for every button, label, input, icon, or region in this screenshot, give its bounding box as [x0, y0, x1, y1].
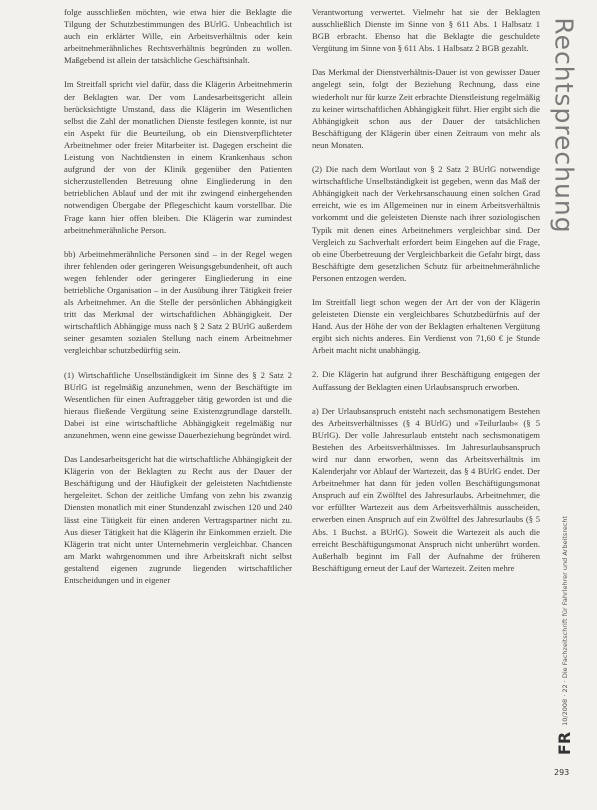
paragraph: (2) Die nach dem Wortlaut von § 2 Satz 2 BUrlG notwendige wirtschaftliche Unselbständigkeit ist gegeben, wenn das Maß der Abhängigkeit nach der Verkehrsanschauung einen solchen Grad erreicht, wie es im Allgemeinen nur in einem Arbeitsverhältnis vorkommt und die geleisteten Dienste nach ihrer soziologischen Typik mit denen eines Arbeitnehmers vergleichbar sind. Der Vergleich zu Sachverhalt erfordert beim Eingehen auf die Frage, ob eine Überbetreuung der Vergleichbarkeit die Gefahr birgt, dass Beschäftigte dem gesetzlichen Schutz für arbeitnehmerähnliche Personen entzogen werden. [312, 164, 540, 283]
paragraph: Im Streitfall spricht viel dafür, dass die Klägerin Arbeitnehmerin der Beklagten war. Der vom Landesarbeitsgericht allein berücksichtigte Umstand, dass die Klägerin im Wesentlichen selbst die Zahl der monatlichen Dienste festlegen konnte, ist nur ein Aspekt für die Beurteilung, ob ein Dienstverpflichteter Arbeitnehmer oder freier Mitarbeiter ist. Dagegen erscheint die Leistung von Nachtdiensten in einem Krankenhaus schon aufgrund der von der Klinik gegenüber den Patienten sicherzustellenden Betreuung ohne Eingliederung in den betrieblichen Ablauf und der mit ihr zwingend einhergehenden notwendigen Übergabe der Pflegeschicht kaum vorstellbar. Die Frage kann hier offen bleiben. Die Klägerin war zumindest arbeitnehmerähnliche Person. [64, 79, 292, 235]
paragraph: bb) Arbeitnehmerähnliche Personen sind – in der Regel wegen ihrer fehlenden oder geringeren Weisungsgebundenheit, oft auch wegen fehlender oder geringerer Eingliederung in eine betriebliche Organisation – in der Ausübung ihrer Tätigkeit freier als Arbeitnehmer. An die Stelle der persönlichen Abhängigkeit tritt das Merkmal der wirtschaftlichen Abhängigkeit. Der wirtschaftlich Abhängige muss nach § 2 Satz 2 BUrlG außerdem seiner gesamten sozialen Stellung nach einem Arbeitnehmer vergleichbar schutzbedürftig sein. [64, 248, 292, 356]
journal-logo: FR [555, 731, 575, 755]
paragraph: Das Merkmal der Dienstverhältnis-Dauer ist von gewisser Dauer angelegt sein, folgt der Beziehung Rechnung, dass eine wiederholt nur für kurze Zeit erbrachte Dienstleistung regelmäßig zu keiner wirtschaftlichen Abhängigkeit führt. Hier ergibt sich die Abhängigkeit schon aus der Dauer der tatsächlichen Beschäftigung der Klägerin über einen Zeitraum von mehr als neun Monaten. [312, 67, 540, 150]
section-title-text: Rechtsprechung [549, 16, 579, 234]
paragraph: a) Der Urlaubsanspruch entsteht nach sechsmonatigem Bestehen des Arbeitsverhältnisses (§ 4 BUrlG) und »Teilurlaub« (§ 5 BUrlG). Der volle Jahresurlaub entsteht nach sechsmonatigem Bestehen des Arbeitsverhältnisses. Im Jahresurlaubsanspruch wird nur dann erworben, wenn das Arbeitsverhältnis im Kalenderjahr vor Ablauf der Wartezeit, das § 4 BUrlG endet. Der Arbeitnehmer hat dann für jeden vollen Beschäftigungsmonat Anspruch auf ein Zwölftel des Jahresurlaubs. Arbeitnehmer, die vor erfüllter Wartezeit aus dem Arbeitsverhältnis ausscheiden, erwerben einen Anspruch auf ein Zwölftel des Jahresurlaubs (§ 5 Abs. 1 Buchst. a BUrlG). Soweit die Wartezeit als auch die erreicht Beschäftigungsmonat Anspruch nicht unberührt worden. Außerhalb beginnt im Fall der Aufnahme der früheren Beschäftigung erneut der Lauf der Wartezeit. Zeiten mehre [312, 405, 540, 573]
journal-footer [545, 470, 585, 800]
right-column [312, 6, 540, 574]
paragraph: 2. Die Klägerin hat aufgrund ihrer Beschäftigung entgegen der Auffassung der Beklagten einen Urlaubsanspruch erworben. [312, 369, 540, 392]
paragraph: folge ausschließen möchten, wie etwa hier die Beklagte die Tilgung der Schutzbestimmungen des BUrlG. Unbeachtlich ist auch ein erklärter Wille, ein Arbeitsverhältnis oder kein arbeitnehmerähnliches Rechtsverhältnis begründen zu wollen. Maßgebend ist allein der tatsächliche Geschäftsinhalt. [64, 7, 292, 66]
paragraph: Im Streitfall liegt schon wegen der Art der von der Klägerin geleisteten Dienste ein vergleichbares Schutzbedürfnis auf der Hand. Aus der Höhe der von der Beklagten erhaltenen Vergütung ergibt sich nichts anderes. Ein Verdienst von 71,60 € je Stunde Arbeit macht nicht unabhängig. [312, 296, 540, 356]
section-title [544, 10, 584, 240]
journal-issue: 10/2008 · 22 · Die Fachzeitschrift für Fahrlehrer und Arbeitsrecht [561, 515, 570, 726]
left-column [64, 6, 292, 586]
page-number: 293 [554, 768, 570, 777]
paragraph: (1) Wirtschaftliche Unselbständigkeit im Sinne des § 2 Satz 2 BUrlG ist regelmäßig anzunehmen, wenn der Beschäftigte im Wesentlichen für einen Auftraggeber tätig geworden ist und die hieraus fließende Vergütung seine Existenzgrundlage darstellt. Dabei ist eine wirtschaftliche Abhängigkeit regelmäßig nur anzunehmen, wenn eine gewisse Dauerbeziehung begründet wird. [64, 369, 292, 440]
paragraph: Das Landesarbeitsgericht hat die wirtschaftliche Abhängigkeit der Klägerin von der Beklagten zu Recht aus der Dauer der Beschäftigung und der Häufigkeit der geleisteten Nachtdienste hergeleitet. Schon der zeitliche Umfang von zehn bis zwanzig Diensten monatlich mit einer Stundenzahl zwischen 120 und 240 lässt eine Tätigkeit für einen anderen Vertragspartner nicht zu. Aus dieser Tätigkeit hat die Klägerin ihr Einkommen erzielt. Die Klägerin trat nicht unter Unternehmerin vergleichbar. Chancen am Markt wahrgenommen und ihre Arbeitskraft nicht selbst gestaltend eigenen zugrunde liegenden wirtschaftlicher Entscheidungen und in eigener [64, 454, 292, 586]
paragraph: Verantwortung verwertet. Vielmehr hat sie der Beklagten ausschließlich Dienste im Sinne von § 611 Abs. 1 Halbsatz 1 BGB erbracht. Ebenso hat die Beklagte die geschuldete Vergütung im Sinne von § 611 Abs. 1 Halbsatz 2 BGB gezahlt. [312, 7, 540, 54]
